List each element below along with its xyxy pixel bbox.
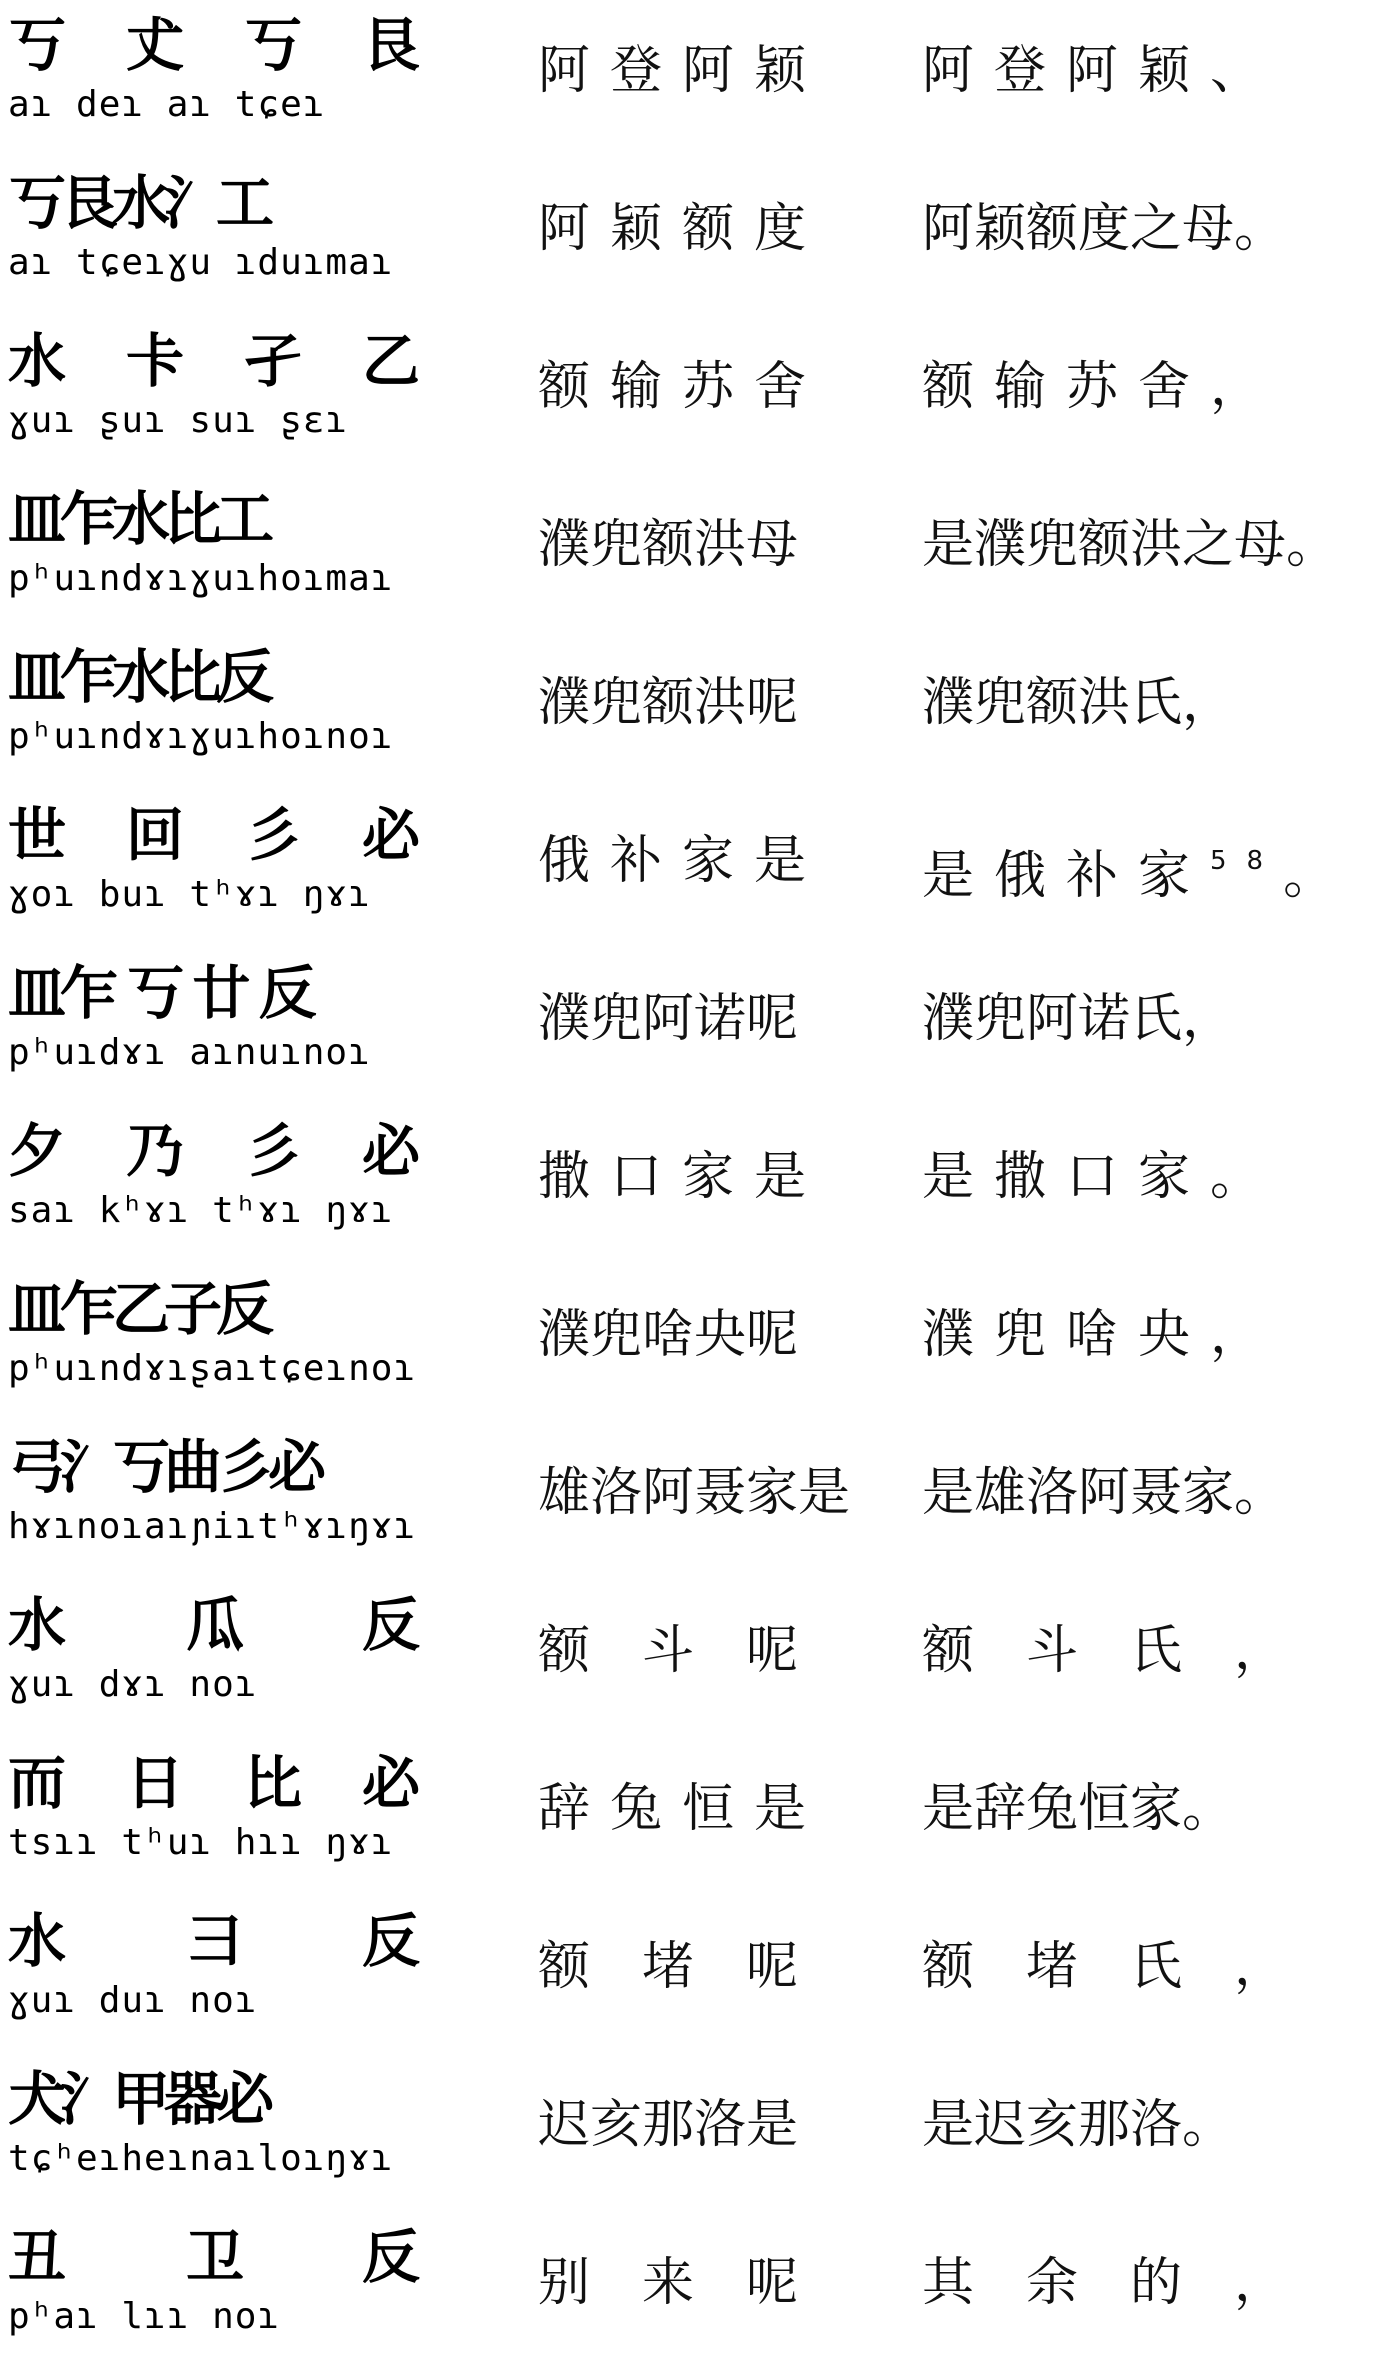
literal-translation: 阿颖额度 — [538, 199, 827, 259]
romanization: pʰuɿndɤɿɣuɿhoɿnoɿ — [8, 716, 394, 757]
yi-glyph: 瓜 — [186, 1591, 239, 1659]
yi-script-block — [8, 1106, 448, 1264]
yi-glyph: 乃 — [126, 1117, 179, 1185]
yi-glyph: 比 — [244, 1749, 297, 1817]
yi-glyph: 回 — [126, 801, 179, 869]
yi-glyph: 彡 — [244, 801, 297, 869]
literal-translation: 额输苏舍 — [538, 357, 827, 417]
literal-translation: 迟亥那洛是 — [538, 2095, 799, 2155]
yi-glyph-line — [8, 1432, 448, 1502]
yi-glyph: 弓氵丂曲彡必 — [8, 1433, 321, 1501]
yi-script-block — [8, 1896, 448, 2054]
entry-row — [0, 2054, 1384, 2212]
yi-glyph: 犬氵甲器必 — [8, 2065, 269, 2133]
yi-glyph-line — [8, 484, 448, 554]
yi-glyph: 彐 — [186, 1907, 239, 1975]
literal-translation: 濮兜额洪母 — [538, 515, 799, 575]
literal-translation: 撒口家是 — [538, 1147, 827, 1207]
yi-glyph: 丑 — [8, 2223, 61, 2291]
yi-glyph: 𠀋 — [126, 11, 179, 79]
yi-glyph: 日 — [126, 1749, 179, 1817]
free-translation: 额堵氏， — [922, 1937, 1339, 1997]
free-translation-text: 是俄补家 — [922, 846, 1211, 906]
free-translation: 是雄洛阿聂家。 — [922, 1463, 1287, 1523]
yi-glyph: 必 — [362, 1749, 415, 1817]
yi-glyph: 皿乍 丂 廿 反 — [8, 959, 311, 1027]
romanization: pʰuɿdɤɿ aɿnuɿnoɿ — [8, 1032, 371, 1073]
literal-translation: 阿登阿颖 — [538, 41, 827, 101]
yi-glyph: 反 — [362, 1907, 415, 1975]
romanization: pʰuɿndɤɿʂaɿtɕeɿnoɿ — [8, 1348, 417, 1389]
romanization: ɣuɿ duɿ noɿ — [8, 1980, 258, 2021]
yi-glyph: 丂 — [8, 11, 61, 79]
yi-glyph-line — [8, 1748, 448, 1818]
yi-glyph: 必 — [362, 801, 415, 869]
yi-glyph: 必 — [362, 1117, 415, 1185]
literal-translation: 别来呢 — [538, 2253, 851, 2313]
yi-glyph: 水 — [8, 1591, 61, 1659]
entry-row — [0, 474, 1384, 632]
yi-glyph-line — [8, 800, 448, 870]
yi-script-block — [8, 790, 448, 948]
yi-script-block — [8, 948, 448, 1106]
free-translation: 是撒口家。 — [922, 1147, 1283, 1207]
yi-script-block — [8, 474, 448, 632]
yi-glyph-line — [8, 1274, 448, 1344]
free-translation: 是濮兜额洪之母。 — [922, 515, 1339, 575]
footnote-marker: 58 — [1210, 846, 1284, 876]
yi-script-block — [8, 1264, 448, 1422]
entry-row — [0, 2212, 1384, 2370]
yi-glyph: 反 — [362, 2223, 415, 2291]
free-translation — [922, 826, 1356, 906]
free-translation: 是辞兔恒家。 — [922, 1779, 1235, 1839]
yi-glyph: 卫 — [186, 2223, 239, 2291]
yi-glyph: 夕 — [8, 1117, 61, 1185]
romanization: aɿ deɿ aɿ tɕeɿ — [8, 84, 326, 125]
entry-row — [0, 158, 1384, 316]
yi-script-block — [8, 2212, 448, 2370]
romanization: ɣoɿ buɿ tʰɤɿ ŋɤɿ — [8, 874, 371, 915]
free-translation: 濮兜啥央， — [922, 1305, 1283, 1365]
yi-glyph-line — [8, 958, 448, 1028]
yi-glyph: 皿乍水比工 — [8, 485, 269, 553]
yi-glyph: 丂 — [244, 11, 297, 79]
yi-glyph-line — [8, 1590, 448, 1660]
yi-glyph: 世 — [8, 801, 61, 869]
entry-row — [0, 790, 1384, 948]
entry-row — [0, 0, 1384, 158]
romanization: tɕʰeɿheɿnaɿloɿŋɤɿ — [8, 2138, 394, 2179]
yi-glyph: 反 — [362, 1591, 415, 1659]
romanization: pʰuɿndɤɿɣuɿhoɿmaɿ — [8, 558, 394, 599]
entry-row — [0, 1580, 1384, 1738]
free-translation: 濮兜阿诺氏， — [922, 989, 1235, 1049]
literal-translation: 濮兜额洪呢 — [538, 673, 799, 733]
yi-glyph-line — [8, 1906, 448, 1976]
yi-script-block — [8, 632, 448, 790]
yi-script-block — [8, 1422, 448, 1580]
romanization: saɿ kʰɤɿ tʰɤɿ ŋɤɿ — [8, 1190, 394, 1231]
free-translation: 阿登阿颖、 — [922, 41, 1283, 101]
free-translation: 额斗氏， — [922, 1621, 1339, 1681]
entry-row — [0, 1106, 1384, 1264]
yi-script-block — [8, 316, 448, 474]
yi-glyph-line — [8, 2064, 448, 2134]
yi-glyph: 乙 — [362, 327, 415, 395]
yi-glyph-line — [8, 2222, 448, 2292]
free-translation: 额输苏舍， — [922, 357, 1283, 417]
yi-glyph: 孑 — [244, 327, 297, 395]
entry-row — [0, 948, 1384, 1106]
literal-translation: 俄补家是 — [538, 831, 827, 891]
romanization: hɤɿnoɿaɿɲiɿtʰɤɿŋɤɿ — [8, 1506, 417, 1547]
yi-script-block — [8, 1738, 448, 1896]
romanization: ɣuɿ dɤɿ noɿ — [8, 1664, 258, 1705]
yi-glyph: 皿乍水比反 — [8, 643, 269, 711]
yi-glyph-line — [8, 1116, 448, 1186]
free-translation: 阿颖额度之母。 — [922, 199, 1287, 259]
yi-glyph-line — [8, 326, 448, 396]
yi-glyph: 丂艮水氵工 — [8, 169, 269, 237]
free-translation-end: 。 — [1283, 846, 1356, 906]
literal-translation: 濮兜阿诺呢 — [538, 989, 799, 1049]
yi-glyph: 水 — [8, 1907, 61, 1975]
yi-script-block — [8, 158, 448, 316]
romanization: tsɿɿ tʰuɿ hɿɿ ŋɤɿ — [8, 1822, 394, 1863]
free-translation: 是迟亥那洛。 — [922, 2095, 1235, 2155]
entry-row — [0, 1738, 1384, 1896]
entry-row — [0, 316, 1384, 474]
literal-translation: 额堵呢 — [538, 1937, 851, 1997]
romanization: ɣuɿ ʂuɿ suɿ ʂɛɿ — [8, 400, 349, 441]
yi-glyph: 彡 — [244, 1117, 297, 1185]
free-translation: 其余的， — [922, 2253, 1339, 2313]
literal-translation: 雄洛阿聂家是 — [538, 1463, 851, 1523]
yi-glyph: 而 — [8, 1749, 61, 1817]
yi-glyph-line — [8, 10, 448, 80]
yi-glyph: 卡 — [126, 327, 179, 395]
literal-translation: 额斗呢 — [538, 1621, 851, 1681]
yi-glyph-line — [8, 168, 448, 238]
literal-translation: 辞兔恒是 — [538, 1779, 827, 1839]
entry-row — [0, 1264, 1384, 1422]
entry-row — [0, 1896, 1384, 2054]
yi-script-block — [8, 1580, 448, 1738]
yi-glyph-line — [8, 642, 448, 712]
yi-script-block — [8, 0, 448, 158]
romanization: pʰaɿ lɿɿ noɿ — [8, 2296, 281, 2337]
yi-script-block — [8, 2054, 448, 2212]
yi-glyph: 艮 — [362, 11, 415, 79]
romanization: aɿ tɕeɿɣu ɿduɿmaɿ — [8, 242, 394, 283]
yi-glyph: 皿乍乙子反 — [8, 1275, 269, 1343]
yi-glyph: 水 — [8, 327, 61, 395]
entry-row — [0, 632, 1384, 790]
entry-row — [0, 1422, 1384, 1580]
free-translation: 濮兜额洪氏， — [922, 673, 1235, 733]
literal-translation: 濮兜啥央呢 — [538, 1305, 799, 1365]
